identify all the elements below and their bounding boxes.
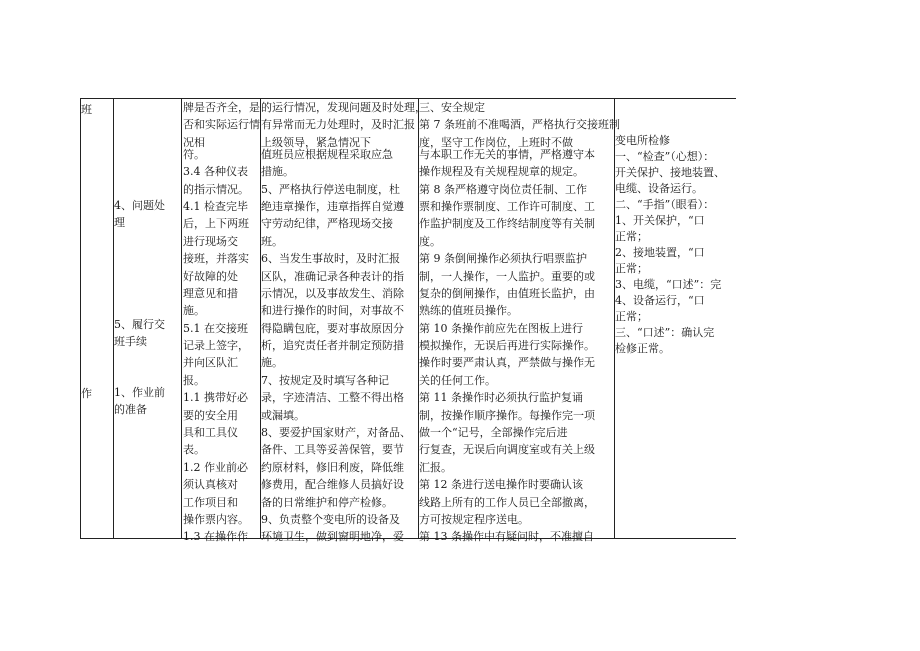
text-line: 制，一人操作，一人监护。重要的或 xyxy=(419,269,595,283)
text-line: 6、当发生事故时，及时汇报 xyxy=(261,252,400,266)
text-line: 后，上下两班 xyxy=(183,217,249,231)
text-line: 三、“口述”：确认完 xyxy=(615,326,715,339)
table-left-border xyxy=(80,98,81,539)
text-line: 并向区队汇 xyxy=(183,356,238,370)
text-line: 正常； xyxy=(615,310,648,323)
text-line: 做一个“记号，全部操作完后进 xyxy=(419,426,568,440)
text-line: 5.1 在交接班 xyxy=(183,321,248,335)
text-line: 2、接地装置，“口 xyxy=(615,246,705,259)
row-label-text: 班 xyxy=(81,103,92,116)
text-line: 与本职工作无关的事情，严格遵守本 xyxy=(419,147,595,161)
text-line: 得隐瞒包庇，要对事故原因分 xyxy=(261,321,404,335)
text-line: 5、履行交 xyxy=(114,318,165,331)
substation-maintenance-column xyxy=(615,133,725,357)
text-line: 班手续 xyxy=(114,335,147,349)
text-line: 操作时要严肃认真，严禁做与操作无 xyxy=(419,356,595,370)
text-line: 具和工具仪 xyxy=(183,426,238,440)
text-line: 和进行操作的时间，对事故不 xyxy=(261,304,404,318)
safety-regulations-column xyxy=(419,99,620,546)
text-line: 修费用，配合维修人员搞好设 xyxy=(261,478,404,492)
text-line: 7、按规定及时填写各种记 xyxy=(261,373,389,387)
text-line: 第 9 条倒闸操作必须执行唱票监护 xyxy=(419,252,587,266)
text-line: 理意见和措 xyxy=(183,286,238,300)
column-divider-2 xyxy=(181,98,182,539)
text-line: 要的安全用 xyxy=(183,408,238,422)
text-line: 的准备 xyxy=(114,403,147,417)
text-line: 方可按规定程序送电。 xyxy=(419,512,529,526)
text-line: 接班，并落实 xyxy=(183,252,249,266)
text-line: 进行现场交 xyxy=(183,234,238,248)
text-line: 班。 xyxy=(261,234,283,248)
text-line: 1.1 携带好必 xyxy=(183,391,248,405)
text-line: 守劳动纪律，严格现场交接 xyxy=(261,217,393,231)
text-line: 施。 xyxy=(183,304,205,318)
text-line: 变电所检修 xyxy=(615,134,670,147)
text-line: 1、作业前 xyxy=(114,386,165,399)
text-line: 工作项目和 xyxy=(183,495,238,509)
text-line: 线路上所有的工作人员已全部撤离， xyxy=(419,495,595,509)
text-line: 1、开关保护，“口 xyxy=(615,214,705,227)
text-line: 作监护制度及工作终结制度等有关制 xyxy=(419,217,595,231)
duty-responsibilities-column xyxy=(261,99,426,546)
text-line: 熟练的值班员操作。 xyxy=(419,304,518,318)
text-line: 符。 xyxy=(183,147,205,161)
text-line: 检修正常。 xyxy=(615,342,670,355)
text-line: 绝违章操作，违章指挥自觉遵 xyxy=(261,199,404,213)
text-line: 操作票内容。 xyxy=(183,512,249,526)
text-line: 8、要爱护国家财产，对备品、 xyxy=(261,426,411,440)
text-line: 表。 xyxy=(183,443,205,457)
step-problem-handling xyxy=(114,197,165,232)
step-handover-procedure xyxy=(114,316,165,351)
text-line: 牌是否齐全，是 xyxy=(183,101,260,114)
text-line: 值班员应根据规程采取应急 xyxy=(261,147,393,161)
row-label-text: 作 xyxy=(81,387,92,400)
text-line: 或漏填。 xyxy=(261,408,305,422)
text-line: 汇报。 xyxy=(419,460,452,474)
text-line: 行复查，无误后向调度室或有关上级 xyxy=(419,443,595,457)
text-line: 报。 xyxy=(183,373,205,387)
text-line: 理 xyxy=(114,216,125,230)
text-line: 区队，准确记录各种表计的指 xyxy=(261,269,404,283)
text-line: 上级领导，紧急情况下 xyxy=(261,135,371,149)
text-line: 4.1 检查完毕 xyxy=(183,199,248,213)
text-line: 票和操作票制度、工作许可制度、工 xyxy=(419,199,595,213)
text-line: 1.3 在操作作 xyxy=(183,530,248,544)
text-line: 9、负责整个变电所的设备及 xyxy=(261,512,400,526)
text-line: 备的日常维护和停产检修。 xyxy=(261,495,393,509)
text-line: 第 13 条操作中有疑问时，不准擅自 xyxy=(419,530,594,544)
text-line: 第 11 条操作时必须执行监护复诵 xyxy=(419,391,583,405)
text-line: 电缆、设备运行。 xyxy=(615,182,703,195)
text-line: 操作规程及有关规程规章的规定。 xyxy=(419,165,584,179)
text-line: 模拟操作，无误后再进行实际操作。 xyxy=(419,339,595,353)
text-line: 否和实际运行情 xyxy=(183,118,260,132)
text-line: 约原材料，修旧利废，降低维 xyxy=(261,460,404,474)
text-line: 措施。 xyxy=(261,165,294,179)
text-line: 正常； xyxy=(615,230,648,243)
text-line: 记录上签字， xyxy=(183,339,249,353)
text-line: 4、设备运行，“口 xyxy=(615,294,705,307)
row-label-top xyxy=(81,101,92,118)
text-line: 开关保护、接地装置、 xyxy=(615,166,725,179)
text-line: 复杂的倒闸操作，由值班长监护，由 xyxy=(419,286,595,300)
text-line: 度。 xyxy=(419,234,441,248)
text-line: 录，字迹清洁、工整不得出格 xyxy=(261,391,404,405)
text-line: 环境卫生，做到窗明地净，爱 xyxy=(261,530,404,544)
text-line: 1.2 作业前必 xyxy=(183,460,248,474)
text-line: 须认真核对 xyxy=(183,478,238,492)
text-line: 好故障的处 xyxy=(183,269,238,283)
text-line: 第 7 条班前不准喝酒，严格执行交接班制 xyxy=(419,118,620,132)
text-line: 二、“手指”（眼看）： xyxy=(615,198,715,211)
text-line: 的指示情况。 xyxy=(183,182,249,196)
inspection-items-column xyxy=(183,99,260,546)
text-line: 关的任何工作。 xyxy=(419,373,496,387)
text-line: 3、电缆，“口述”：完 xyxy=(615,278,722,291)
text-line: 3.4 各种仪表 xyxy=(183,165,248,179)
text-line: 度，坚守工作岗位，上班时不做 xyxy=(419,135,573,149)
text-line: 三、安全规定 xyxy=(419,101,485,114)
row-label-bottom xyxy=(81,385,92,402)
text-line: 5、严格执行停送电制度，杜 xyxy=(261,182,400,196)
text-line: 示情况，以及事故发生、消除 xyxy=(261,286,404,300)
text-line: 况相 xyxy=(183,135,205,149)
text-line: 有异常而无力处理时，及时汇报 xyxy=(261,118,415,132)
text-line: 第 12 条进行送电操作时要确认该 xyxy=(419,478,583,492)
text-line: 施。 xyxy=(261,356,283,370)
text-line: 第 10 条操作前应先在图板上进行 xyxy=(419,321,583,335)
text-line: 一、“检查”（心想）： xyxy=(615,150,715,163)
text-line: 正常； xyxy=(615,262,648,275)
text-line: 的运行情况，发现问题及时处理， xyxy=(261,101,426,114)
step-pre-work-preparation xyxy=(114,384,165,419)
text-line: 析，追究责任者并制定预防措 xyxy=(261,339,404,353)
text-line: 第 8 条严格遵守岗位责任制、工作 xyxy=(419,182,587,196)
text-line: 制，按操作顺序操作。每操作完一项 xyxy=(419,408,595,422)
text-line: 4、问题处 xyxy=(114,199,165,212)
text-line: 备件、工具等妥善保管，要节 xyxy=(261,443,404,457)
